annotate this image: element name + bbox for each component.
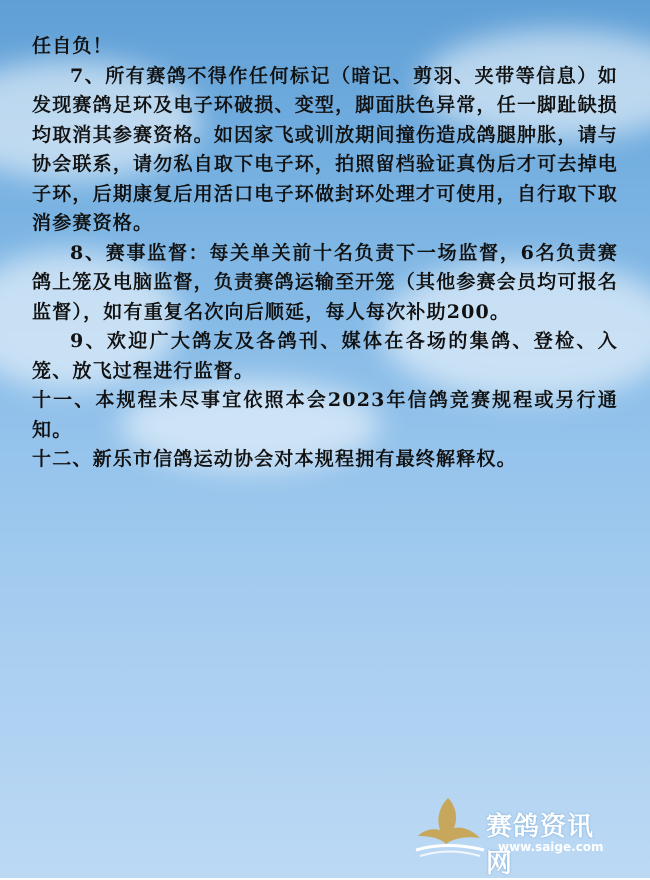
pigeon-logo-icon: [410, 792, 488, 862]
paragraph-section-12: 十二、新乐市信鸽运动协会对本规程拥有最终解释权。: [32, 448, 517, 470]
paragraph-rule-7: 7、所有赛鸽不得作任何标记（暗记、剪羽、夹带等信息）如发现赛鸽足环及电子环破损、变型，脚面肤色异常，任一脚趾缺损均取消其参赛资格。如因家飞或训放期间撞伤造成鸽腿肿胀，请与协会联系，请勿私自取下电子环，拍照留档验证真伪后才可去掉电子环，后期康复后用活口电子环做封环处理才可使用，自行取下取消参赛资格。: [32, 64, 618, 234]
paragraph-section-11: 十一、本规程未尽事宜依照本会2023年信鸽竞赛规程或另行通知。: [32, 389, 618, 441]
paragraph-continuation: 任自负！: [32, 35, 113, 57]
paragraph-rule-8: 8、赛事监督：每关单关前十名负责下一场监督，6名负责赛鸽上笼及电脑监督，负责赛鸽运输至开笼（其他参赛会员均可报名监督），如有重复名次向后顺延，每人每次补助200。: [32, 241, 618, 323]
document-body: [32, 32, 618, 475]
watermark-logo: [410, 792, 620, 879]
watermark-name: 赛鸽资讯网: [486, 812, 595, 879]
watermark-url: www.saige.com: [498, 840, 604, 854]
paragraph-rule-9: 9、欢迎广大鸽友及各鸽刊、媒体在各场的集鸽、登检、入笼、放飞过程进行监督。: [32, 330, 618, 382]
